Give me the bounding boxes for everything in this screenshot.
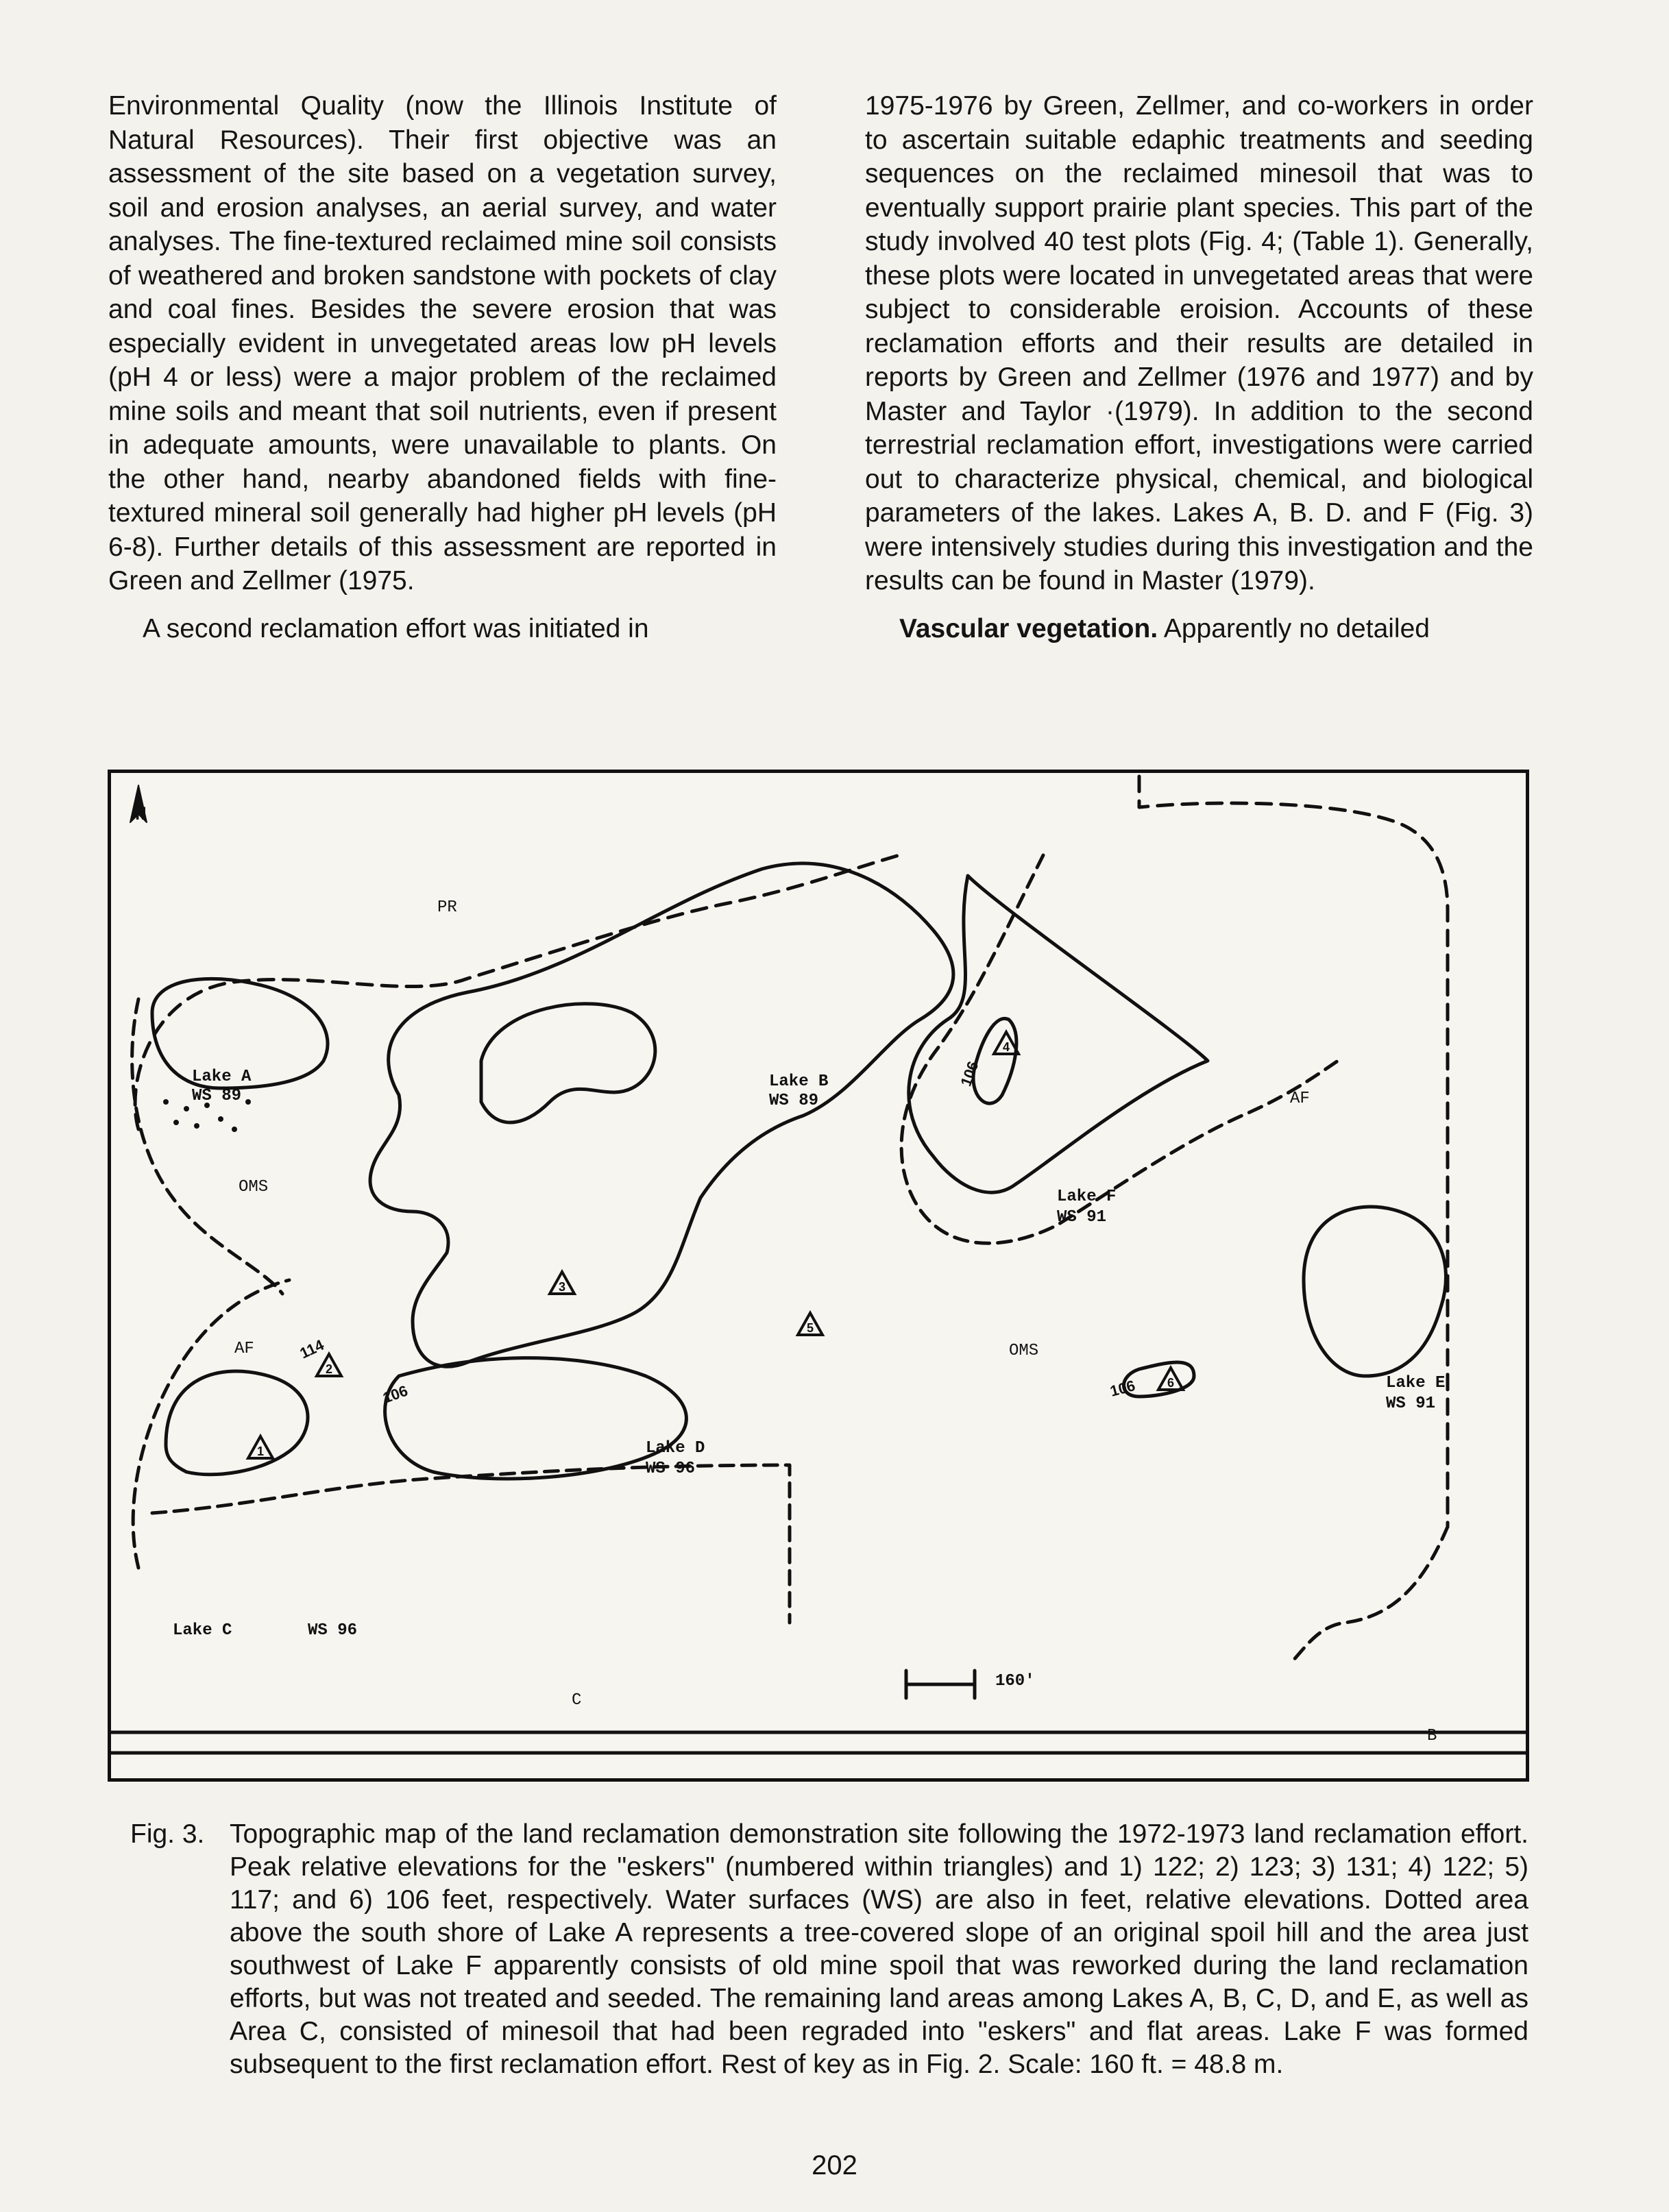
contour-label-4: 106	[1108, 1377, 1137, 1400]
caption-fig-label: Fig. 3.	[130, 1819, 205, 1849]
map-label-oms-left: OMS	[239, 1178, 269, 1196]
north-label: N	[135, 804, 147, 826]
esker-5-number: 5	[806, 1321, 814, 1335]
esker-oval-north	[973, 1018, 1016, 1103]
left-paragraph-1: Environmental Quality (now the Illinois Institute of Natural Resources). Their first objective was an assessment of the site based on a vegetation survey, soil and erosion analyses, an aerial survey, and water analyses. The fine-textured reclaimed mine soil consists of weathered and broken sandstone with pockets of clay and coal fines. Besides the severe erosion that was especially evident in unvegetated areas low pH levels (pH 4 or less) were a major problem of the reclaimed mine soils and meant that soil nutrients, even if present in adequate amounts, were unavailable to plants. On the other hand, nearby abandoned fields with fine-textured mineral soil generally had higher pH levels (pH 6-8). Further details of this assessment are reported in Green and Zellmer (1975.	[108, 91, 777, 595]
scale-bar	[906, 1671, 975, 1698]
map-label-lake-c-ws: WS 96	[308, 1621, 358, 1640]
figure-caption	[130, 1818, 1528, 2079]
area-c-boundary	[152, 1465, 790, 1623]
right-column	[865, 89, 1533, 646]
map-label-lake-a-ws: WS 89	[192, 1087, 242, 1105]
map-label-lake-b: Lake B	[769, 1072, 829, 1091]
esker-2-number: 2	[325, 1362, 333, 1376]
map-label-af-right: AF	[1290, 1090, 1310, 1108]
map-label-lake-c: Lake C	[173, 1621, 232, 1640]
lake-d-shore	[385, 1358, 687, 1479]
lake-e-shore	[1304, 1207, 1446, 1376]
right-paragraph-2-text: Apparently no detailed	[1163, 613, 1430, 643]
map-label-af-left: AF	[234, 1340, 254, 1358]
map-label-pr: PR	[437, 898, 457, 917]
esker-3-number: 3	[558, 1280, 566, 1294]
map-label-lake-f-ws: WS 91	[1057, 1208, 1107, 1227]
left-column	[108, 89, 777, 646]
contour-label-1: 106	[957, 1059, 982, 1089]
map-label-lake-d: Lake D	[646, 1439, 705, 1458]
right-paragraph-1: 1975-1976 by Green, Zellmer, and co-workers in order to ascertain suitable edaphic treatments and seeding sequences on the reclaimed minesoil that was to eventually support prairie plant species. This part of the study involved 40 test plots (Fig. 4; (Table 1). Generally, these plots were located in unvegetated areas that were subject to considerable eroision. Accounts of these reclamation efforts and their results are detailed in reports by Green and Zellmer (1976 and 1977) and by Master and Taylor ·(1979). In addition to the second terrestrial reclamation effort, investigations were carried out to characterize physical, chemical, and biological parameters of the lakes. Lakes A, B. D. and F (Fig. 3) were intensively studies during this investigation and the results can be found in Master (1979).	[865, 91, 1533, 595]
section-heading: Vascular vegetation.	[899, 613, 1158, 643]
lake-a-boundary	[132, 999, 282, 1294]
map-label-lake-d-ws: WS 96	[646, 1460, 696, 1478]
area-b-boundary	[1290, 1527, 1448, 1664]
map-label-lake-b-ws: WS 89	[769, 1092, 819, 1110]
map-label-lake-f: Lake F	[1057, 1188, 1117, 1206]
map-label-area-c: C	[572, 1691, 582, 1710]
topographic-map	[108, 770, 1529, 1782]
lake-c-shore	[166, 1371, 308, 1475]
caption-text: Topographic map of the land reclamation demonstration site following the 1972-1973 land reclamation effort. Peak relative elevations for the "eskers" (numbered within triangles) and 1) 122; 2) 123; 3) 131; 4) 122; 5) 117; and 6) 106 feet, respectively. Water surfaces (WS) are also in feet, relative elevations. Dotted area above the south shore of Lake A represents a tree-covered slope of an original spoil hill and the area just southwest of Lake F apparently consists of old mine spoil that was reworked during the land reclamation efforts, but was not treated and seeded. The remaining land areas among Lakes A, B, C, D, and E, as well as Area C, consisted of minesoil that had been regraded into "eskers" and flat areas. Lake F was formed subsequent to the first reclamation effort. Rest of key as in Fig. 2. Scale: 160 ft. = 48.8 m.	[230, 1819, 1528, 2079]
right-paragraph-2	[865, 612, 1533, 646]
lake-f-shore	[909, 876, 1208, 1192]
contour-label-2: 114	[297, 1336, 327, 1362]
esker-1-number: 1	[256, 1445, 265, 1458]
central-ridge-contour	[370, 863, 953, 1366]
esker-4-number: 4	[1002, 1040, 1010, 1054]
map-label-lake-e-ws: WS 91	[1386, 1394, 1436, 1413]
map-label-lake-e: Lake E	[1386, 1374, 1446, 1392]
map-label-oms-right: OMS	[1009, 1342, 1039, 1360]
left-paragraph-2: A second reclamation effort was initiated in	[143, 613, 649, 643]
map-label-area-b: B	[1427, 1727, 1437, 1745]
lake-b-shore	[481, 1004, 655, 1122]
af-boundary-left	[133, 1280, 289, 1568]
page-number: 202	[812, 2150, 857, 2180]
map-label-lake-a: Lake A	[192, 1068, 252, 1086]
map-bottom-strip	[111, 1732, 1526, 1753]
contour-label-3: 106	[380, 1381, 411, 1407]
map-scale-label: 160'	[995, 1672, 1035, 1691]
esker-6-number: 6	[1167, 1376, 1175, 1390]
af-boundary-top	[1139, 776, 1448, 1527]
